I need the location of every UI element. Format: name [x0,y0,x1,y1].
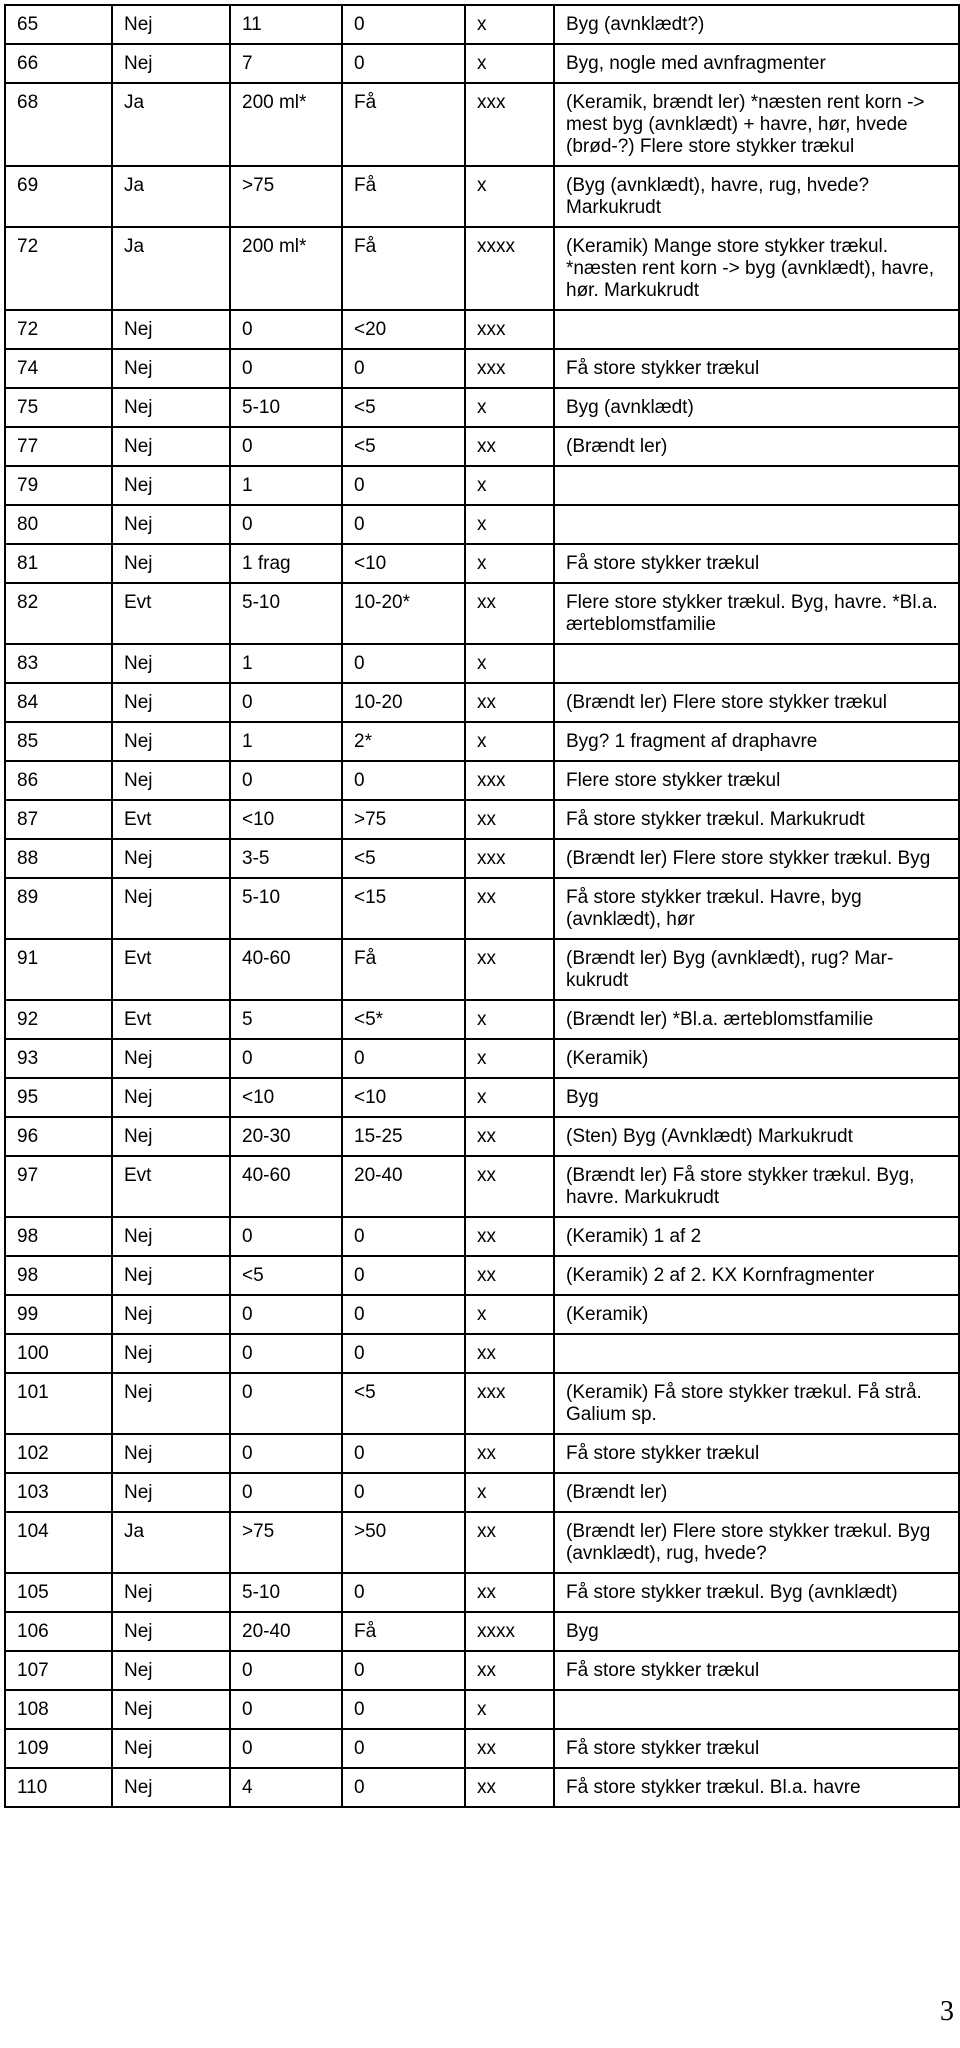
flag-cell: Nej [112,644,230,683]
sample-number-cell: 79 [5,466,112,505]
note-cell: Få store stykker trækul. Markukrudt [554,800,959,839]
amount-cell: <5 [230,1256,342,1295]
note-cell: (Brændt ler) Flere store stykker trækul. Byg [554,839,959,878]
amount-cell: <10 [230,1078,342,1117]
table-row [5,1473,959,1512]
amount-cell: 0 [230,1690,342,1729]
sample-number-cell: 87 [5,800,112,839]
density-cell: x [465,544,554,583]
note-cell: (Keramik) [554,1295,959,1334]
table-row [5,761,959,800]
table-row [5,466,959,505]
count-cell: Få [342,939,465,1000]
flag-cell: Evt [112,800,230,839]
sample-number-cell: 98 [5,1256,112,1295]
table-row [5,939,959,1000]
flag-cell: Evt [112,939,230,1000]
amount-cell: 0 [230,1473,342,1512]
count-cell: 0 [342,1434,465,1473]
amount-cell: >75 [230,166,342,227]
note-cell: Byg (avnklædt) [554,388,959,427]
sample-number-cell: 77 [5,427,112,466]
count-cell: 0 [342,1473,465,1512]
note-cell: Få store stykker trækul. Havre, byg (avnklædt), hør [554,878,959,939]
flag-cell: Nej [112,1117,230,1156]
note-cell: (Brændt ler) [554,427,959,466]
count-cell: 0 [342,1651,465,1690]
count-cell: 0 [342,349,465,388]
sample-number-cell: 98 [5,1217,112,1256]
density-cell: xx [465,1117,554,1156]
flag-cell: Nej [112,1295,230,1334]
sample-number-cell: 81 [5,544,112,583]
note-cell: (Brændt ler) Byg (avnklædt), rug? Mar-kukrudt [554,939,959,1000]
count-cell: <15 [342,878,465,939]
note-cell: Byg [554,1612,959,1651]
flag-cell: Nej [112,310,230,349]
density-cell: x [465,1473,554,1512]
flag-cell: Ja [112,83,230,166]
count-cell: 0 [342,1039,465,1078]
table-row [5,349,959,388]
table-row [5,427,959,466]
flag-cell: Nej [112,505,230,544]
flag-cell: Nej [112,1612,230,1651]
density-cell: x [465,166,554,227]
count-cell: Få [342,1612,465,1651]
amount-cell: 20-40 [230,1612,342,1651]
flag-cell: Nej [112,1651,230,1690]
density-cell: xx [465,878,554,939]
flag-cell: Ja [112,1512,230,1573]
amount-cell: 40-60 [230,939,342,1000]
sample-number-cell: 92 [5,1000,112,1039]
note-cell [554,1690,959,1729]
sample-number-cell: 95 [5,1078,112,1117]
table-row [5,1039,959,1078]
table-row [5,83,959,166]
count-cell: >50 [342,1512,465,1573]
density-cell: xxx [465,310,554,349]
note-cell: (Sten) Byg (Avnklædt) Markukrudt [554,1117,959,1156]
table-row [5,5,959,44]
amount-cell: 7 [230,44,342,83]
density-cell: xxx [465,1373,554,1434]
sample-number-cell: 109 [5,1729,112,1768]
sample-number-cell: 104 [5,1512,112,1573]
sample-number-cell: 97 [5,1156,112,1217]
table-row [5,1117,959,1156]
count-cell: 0 [342,1217,465,1256]
amount-cell: 0 [230,1434,342,1473]
sample-number-cell: 85 [5,722,112,761]
table-row [5,683,959,722]
note-cell: Byg, nogle med avnfragmenter [554,44,959,83]
sample-number-cell: 83 [5,644,112,683]
count-cell: <5 [342,839,465,878]
amount-cell: 0 [230,310,342,349]
count-cell: >75 [342,800,465,839]
density-cell: xxx [465,83,554,166]
density-cell: xxx [465,761,554,800]
count-cell: <10 [342,544,465,583]
amount-cell: <10 [230,800,342,839]
amount-cell: 200 ml* [230,227,342,310]
count-cell: 10-20 [342,683,465,722]
density-cell: xxx [465,839,554,878]
count-cell: 15-25 [342,1117,465,1156]
density-cell: xx [465,583,554,644]
density-cell: xx [465,1156,554,1217]
amount-cell: 4 [230,1768,342,1807]
count-cell: 10-20* [342,583,465,644]
count-cell: 0 [342,1256,465,1295]
amount-cell: 200 ml* [230,83,342,166]
count-cell: 0 [342,1729,465,1768]
note-cell: Få store stykker trækul. Bl.a. havre [554,1768,959,1807]
sample-number-cell: 100 [5,1334,112,1373]
note-cell: (Keramik) 1 af 2 [554,1217,959,1256]
sample-number-cell: 103 [5,1473,112,1512]
note-cell: (Brændt ler) Flere store stykker trækul [554,683,959,722]
note-cell: (Keramik) [554,1039,959,1078]
sample-number-cell: 74 [5,349,112,388]
table-row [5,1612,959,1651]
page-number: 3 [940,1996,954,2027]
density-cell: x [465,388,554,427]
table-row [5,839,959,878]
sample-number-cell: 93 [5,1039,112,1078]
table-row [5,1078,959,1117]
note-cell: (Keramik) 2 af 2. KX Kornfragmenter [554,1256,959,1295]
amount-cell: 3-5 [230,839,342,878]
count-cell: 0 [342,761,465,800]
note-cell: (Brændt ler) Flere store stykker trækul. Byg (avnklædt), rug, hvede? [554,1512,959,1573]
flag-cell: Ja [112,166,230,227]
table-row [5,644,959,683]
table-row [5,1434,959,1473]
flag-cell: Nej [112,1039,230,1078]
density-cell: xxxx [465,227,554,310]
table-row [5,1690,959,1729]
count-cell: 0 [342,44,465,83]
amount-cell: 1 [230,722,342,761]
density-cell: x [465,722,554,761]
density-cell: xx [465,1434,554,1473]
note-cell [554,644,959,683]
sample-number-cell: 75 [5,388,112,427]
amount-cell: 0 [230,1334,342,1373]
sample-number-cell: 88 [5,839,112,878]
flag-cell: Nej [112,839,230,878]
amount-cell: 5-10 [230,878,342,939]
table-row [5,166,959,227]
density-cell: xx [465,1573,554,1612]
note-cell: Få store stykker trækul. Byg (avnklædt) [554,1573,959,1612]
sample-number-cell: 108 [5,1690,112,1729]
amount-cell: 0 [230,1039,342,1078]
amount-cell: 11 [230,5,342,44]
table-row [5,1295,959,1334]
flag-cell: Nej [112,466,230,505]
table-row [5,1217,959,1256]
flag-cell: Evt [112,583,230,644]
density-cell: xx [465,683,554,722]
sample-number-cell: 72 [5,310,112,349]
sample-number-cell: 80 [5,505,112,544]
flag-cell: Nej [112,1256,230,1295]
count-cell: <10 [342,1078,465,1117]
count-cell: 0 [342,1334,465,1373]
table-row [5,1373,959,1434]
density-cell: xx [465,427,554,466]
sample-number-cell: 107 [5,1651,112,1690]
sample-number-cell: 82 [5,583,112,644]
note-cell: Få store stykker trækul [554,1434,959,1473]
table-row [5,1573,959,1612]
amount-cell: 0 [230,1373,342,1434]
table-row [5,544,959,583]
sample-number-cell: 96 [5,1117,112,1156]
sample-number-cell: 106 [5,1612,112,1651]
sample-number-cell: 86 [5,761,112,800]
sample-number-cell: 72 [5,227,112,310]
table-row [5,310,959,349]
table-row [5,505,959,544]
table-row [5,44,959,83]
table-row [5,1000,959,1039]
amount-cell: 1 [230,466,342,505]
count-cell: <5* [342,1000,465,1039]
density-cell: x [465,644,554,683]
note-cell: Flere store stykker trækul. Byg, havre. *Bl.a. ærteblomstfamilie [554,583,959,644]
table-row [5,1156,959,1217]
density-cell: xx [465,800,554,839]
flag-cell: Nej [112,878,230,939]
sample-table [4,4,960,1808]
amount-cell: >75 [230,1512,342,1573]
note-cell [554,310,959,349]
count-cell: 0 [342,5,465,44]
density-cell: xxxx [465,1612,554,1651]
table-row [5,1512,959,1573]
density-cell: x [465,466,554,505]
amount-cell: 0 [230,1295,342,1334]
flag-cell: Nej [112,1729,230,1768]
count-cell: 20-40 [342,1156,465,1217]
flag-cell: Nej [112,1434,230,1473]
density-cell: xx [465,1512,554,1573]
flag-cell: Nej [112,5,230,44]
note-cell [554,1334,959,1373]
flag-cell: Nej [112,761,230,800]
amount-cell: 0 [230,349,342,388]
count-cell: 0 [342,1573,465,1612]
density-cell: x [465,1000,554,1039]
table-row [5,1729,959,1768]
sample-number-cell: 105 [5,1573,112,1612]
density-cell: x [465,5,554,44]
flag-cell: Nej [112,1334,230,1373]
table-row [5,583,959,644]
flag-cell: Ja [112,227,230,310]
amount-cell: 0 [230,1651,342,1690]
table-row [5,878,959,939]
flag-cell: Nej [112,544,230,583]
flag-cell: Nej [112,1373,230,1434]
sample-number-cell: 84 [5,683,112,722]
density-cell: xx [465,1334,554,1373]
count-cell: 0 [342,466,465,505]
count-cell: 0 [342,505,465,544]
note-cell: Byg [554,1078,959,1117]
sample-number-cell: 91 [5,939,112,1000]
sample-number-cell: 89 [5,878,112,939]
density-cell: xx [465,1729,554,1768]
flag-cell: Nej [112,349,230,388]
sample-number-cell: 68 [5,83,112,166]
flag-cell: Nej [112,1473,230,1512]
sample-number-cell: 102 [5,1434,112,1473]
note-cell: Byg? 1 fragment af draphavre [554,722,959,761]
density-cell: x [465,44,554,83]
density-cell: xx [465,1256,554,1295]
note-cell: Få store stykker trækul [554,349,959,388]
density-cell: xxx [465,349,554,388]
note-cell: (Byg (avnklædt), havre, rug, hvede? Markukrudt [554,166,959,227]
note-cell: Få store stykker trækul [554,1729,959,1768]
table-row [5,388,959,427]
amount-cell: 1 frag [230,544,342,583]
count-cell: Få [342,227,465,310]
amount-cell: 0 [230,427,342,466]
note-cell: Flere store stykker trækul [554,761,959,800]
density-cell: x [465,505,554,544]
density-cell: xx [465,939,554,1000]
table-row [5,1256,959,1295]
table-row [5,800,959,839]
density-cell: xx [465,1651,554,1690]
sample-number-cell: 110 [5,1768,112,1807]
note-cell [554,466,959,505]
sample-number-cell: 99 [5,1295,112,1334]
flag-cell: Evt [112,1000,230,1039]
count-cell: <20 [342,310,465,349]
count-cell: <5 [342,388,465,427]
flag-cell: Evt [112,1156,230,1217]
amount-cell: 5 [230,1000,342,1039]
amount-cell: 0 [230,1729,342,1768]
flag-cell: Nej [112,388,230,427]
note-cell: (Brændt ler) [554,1473,959,1512]
count-cell: Få [342,83,465,166]
density-cell: x [465,1078,554,1117]
density-cell: x [465,1295,554,1334]
table-row [5,1651,959,1690]
note-cell [554,505,959,544]
note-cell: Få store stykker trækul [554,1651,959,1690]
amount-cell: 0 [230,505,342,544]
count-cell: Få [342,166,465,227]
amount-cell: 40-60 [230,1156,342,1217]
amount-cell: 5-10 [230,388,342,427]
density-cell: xx [465,1217,554,1256]
table-row [5,227,959,310]
flag-cell: Nej [112,1573,230,1612]
amount-cell: 1 [230,644,342,683]
count-cell: 0 [342,1295,465,1334]
sample-number-cell: 101 [5,1373,112,1434]
flag-cell: Nej [112,427,230,466]
count-cell: <5 [342,1373,465,1434]
table-row [5,1768,959,1807]
note-cell: (Keramik) Mange store stykker trækul. *næsten rent korn -> byg (avnklædt), havre, hør. Markukrudt [554,227,959,310]
note-cell: (Brændt ler) *Bl.a. ærteblomstfamilie [554,1000,959,1039]
density-cell: x [465,1690,554,1729]
count-cell: 0 [342,1768,465,1807]
amount-cell: 5-10 [230,583,342,644]
flag-cell: Nej [112,1217,230,1256]
sample-number-cell: 65 [5,5,112,44]
note-cell: Byg (avnklædt?) [554,5,959,44]
flag-cell: Nej [112,1690,230,1729]
note-cell: (Keramik) Få store stykker trækul. Få strå. Galium sp. [554,1373,959,1434]
note-cell: Få store stykker trækul [554,544,959,583]
table-row [5,1334,959,1373]
table-row [5,722,959,761]
amount-cell: 0 [230,761,342,800]
table-body [5,5,959,1807]
count-cell: 2* [342,722,465,761]
note-cell: (Brændt ler) Få store stykker trækul. Byg, havre. Markukrudt [554,1156,959,1217]
flag-cell: Nej [112,1078,230,1117]
flag-cell: Nej [112,722,230,761]
density-cell: xx [465,1768,554,1807]
sample-number-cell: 66 [5,44,112,83]
flag-cell: Nej [112,1768,230,1807]
sample-number-cell: 69 [5,166,112,227]
flag-cell: Nej [112,683,230,722]
amount-cell: 5-10 [230,1573,342,1612]
count-cell: 0 [342,644,465,683]
note-cell: (Keramik, brændt ler) *næsten rent korn -> mest byg (avnklædt) + havre, hør, hvede (brød-?) Flere store stykker trækul [554,83,959,166]
count-cell: 0 [342,1690,465,1729]
amount-cell: 20-30 [230,1117,342,1156]
amount-cell: 0 [230,1217,342,1256]
count-cell: <5 [342,427,465,466]
amount-cell: 0 [230,683,342,722]
flag-cell: Nej [112,44,230,83]
density-cell: x [465,1039,554,1078]
